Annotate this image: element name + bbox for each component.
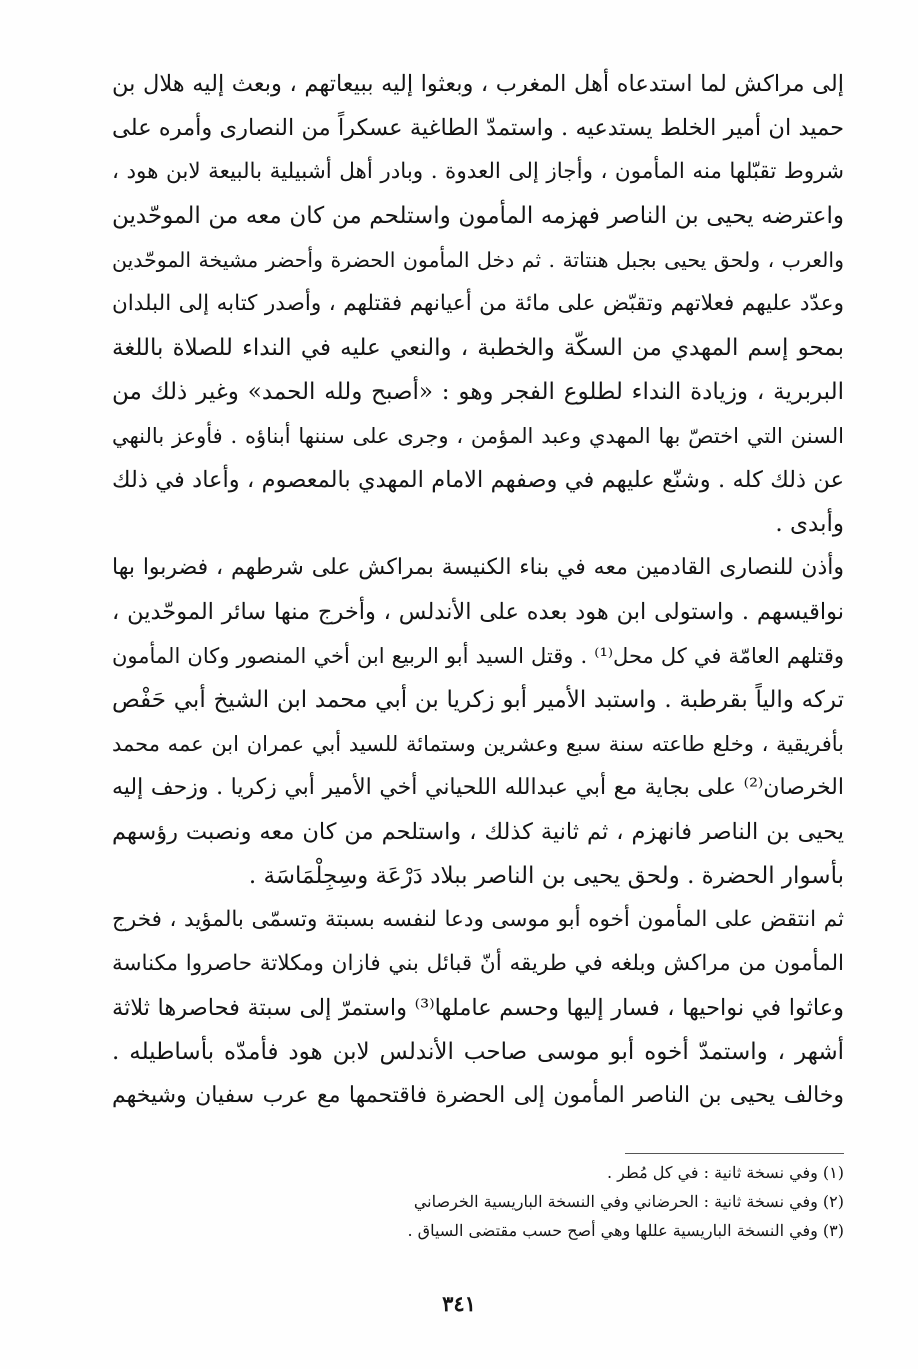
text-line: البربرية ، وزيادة النداء لطلوع الفجر وهو : «أصبح ولله الحمد» وغير ذلك من [112, 379, 844, 405]
text-line: وقتلهم العامّة في كل محل⁽¹⁾ . وقتل السيد أبو الربيع ابن أخي المنصور وكان المأمون [112, 644, 845, 668]
text-line: أشهر ، واستمدّ أخوه أبو موسى صاحب الأندلس لابن هود فأمدّه بأساطيله . [112, 1039, 844, 1065]
footnote: (١) وفي نسخة ثانية : في كل مُطر . [606, 1163, 844, 1182]
text-line: عن ذلك كله . وشنّع عليهم في وصفهم الامام المهدي بالمعصوم ، وأعاد في ذلك [112, 467, 844, 493]
text-line: بمحو إسم المهدي من السكّة والخطبة ، والنعي عليه في النداء للصلاة باللغة [112, 335, 844, 361]
text-line: شروط تقبّلها منه المأمون ، وأجاز إلى العدوة . وبادر أهل أشبيلية بالبيعة لابن هود ، [112, 159, 844, 184]
footnotes [360, 1158, 844, 1245]
footnote: (٢) وفي نسخة ثانية : الحرضاني وفي النسخة الباريسية الخرصاني [413, 1192, 844, 1211]
text-line: ثم انتقض على المأمون أخوه أبو موسى ودعا لنفسه بسبتة وتسمّى بالمؤيد ، فخرج [112, 907, 844, 932]
text-line: وأذن للنصارى القادمين معه في بناء الكنيسة بمراكش على شرطهم ، فضربوا بها [112, 555, 844, 580]
text-line: نواقيسهم . واستولى ابن هود بعده على الأندلس ، وأخرج منها سائر الموحّدين ، [112, 599, 844, 625]
text-line: حميد ان أمير الخلط يستدعيه . واستمدّ الطاغية عسكراً من النصارى وأمره على [112, 115, 844, 141]
text-line: المأمون من مراكش وبلغه في طريقه أنّ قبائل بني فازان ومكلاتة حاصروا مكناسة [112, 951, 844, 976]
text-line: وعاثوا في نواحيها ، فسار إليها وحسم عاملها⁽³⁾ واستمرّ إلى سبتة فحاصرها ثلاثة [112, 995, 844, 1021]
text-line: والعرب ، ولحق يحيى بجبل هنتاتة . ثم دخل المأمون الحضرة وأحضر مشيخة الموحّدين [112, 248, 844, 272]
text-line: واعترضه يحيى بن الناصر فهزمه المأمون واستلحم من كان معه من الموحّدين [112, 203, 844, 229]
text-line: وعدّد عليهم فعلاتهم وتقبّض على مائة من أعيانهم فقتلهم ، وأصدر كتابه إلى البلدان [112, 291, 844, 316]
text-line: يحيى بن الناصر فانهزم ، ثم ثانية كذلك ، واستلحم من كان معه ونصبت رؤسهم [112, 819, 844, 845]
page-number: ٣٤١ [442, 1291, 476, 1316]
text-line: تركه والياً بقرطبة . واستبد الأمير أبو زكريا بن أبي محمد ابن الشيخ أبي حَفْص [112, 687, 844, 713]
text-line: السنن التي اختصّ بها المهدي وعبد المؤمن ، وجرى على سننها أبناؤه . فأوعز بالنهي [112, 424, 844, 448]
text-line: بأفريقية ، وخلع طاعته سنة سبع وعشرين وستمائة للسيد أبي عمران ابن عمه محمد [112, 732, 844, 756]
text-line: الخرصان⁽²⁾ على بجاية مع أبي عبدالله اللحياني أخي الأمير أبي زكريا . وزحف إليه [112, 775, 844, 800]
text-line: بأسوار الحضرة . ولحق يحيى بن الناصر ببلاد دَرْعَة وسِجِلْمَاسَة . [248, 863, 844, 889]
footnote: (٣) وفي النسخة الباريسية عللها وهي أصح حسب مقتضى السياق . [407, 1221, 844, 1240]
body-text [112, 62, 844, 1118]
text-line: وأبدى . [775, 511, 844, 537]
text-line: إلى مراكش لما استدعاه أهل المغرب ، وبعثوا إليه ببيعاتهم ، وبعث إليه هلال بن [112, 71, 844, 97]
text-line: وخالف يحيى بن الناصر المأمون إلى الحضرة فاقتحمها مع عرب سفيان وشيخهم [112, 1083, 844, 1108]
footnote-divider [625, 1153, 844, 1154]
